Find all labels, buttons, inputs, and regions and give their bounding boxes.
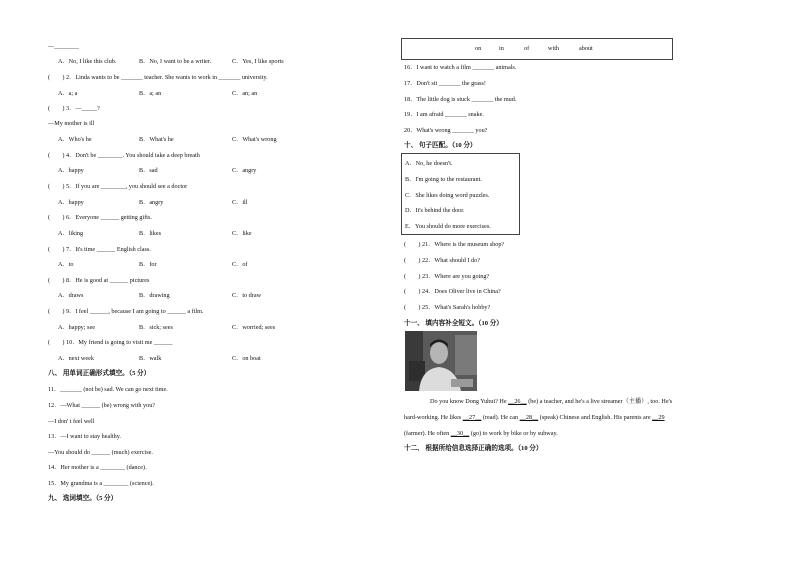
- question-7: ( ) 7．It's time ______ English class.: [48, 246, 151, 253]
- question-9: ( ) 9．I feel ______, because I am going to ______ a film.: [48, 308, 204, 315]
- s9-line-20: 20．What's wrong _______ you?: [404, 127, 488, 134]
- match-option-e: E．You should do more exercises.: [405, 223, 491, 230]
- question-6: ( ) 6．Everyone ______ getting gifts.: [48, 214, 152, 221]
- match-question-21: ( ) 21．Where is the museum shop?: [404, 241, 505, 248]
- word-bank-with: with: [548, 45, 560, 52]
- match-option-d: D．It's behind the door.: [405, 207, 465, 214]
- q8-option-a: A．draws: [58, 292, 84, 299]
- q2-option-c: C．an; an: [232, 90, 258, 97]
- s9-line-18: 18．The little dog is stuck _______ the mud.: [404, 96, 517, 103]
- match-option-c: C．She likes doing word puzzles.: [405, 192, 490, 199]
- s8-line-14: 14．Her mother is a ________ (dance).: [48, 464, 147, 471]
- word-bank-in: in: [499, 45, 504, 52]
- match-question-24: ( ) 24．Does Oliver live in China?: [404, 288, 501, 295]
- passage-line-1: [430, 398, 672, 406]
- q10-option-a: A．next week: [58, 355, 94, 362]
- section-9-title: 九、 选词填空。（5 分）: [48, 495, 118, 502]
- s8-line-12: 12．—What ______ (be) wrong with you?: [48, 402, 156, 409]
- q4-option-c: C．angry: [232, 167, 257, 174]
- section-12-title: 十二、 根据所给信息选择正确的选项。（10 分）: [404, 445, 543, 452]
- section-10-title: 十、 句子匹配。（10 分）: [404, 142, 477, 149]
- passage-text: (farmer). He often: [404, 430, 451, 437]
- passage-text: (be) a teacher, and he's a live streamer（主播）, too. He's: [526, 398, 673, 405]
- dong-yuhui-photo: [405, 331, 477, 391]
- blank-29: __29: [652, 414, 665, 421]
- q4-option-b: B．sad: [139, 167, 158, 174]
- q2-option-b: B．a; an: [139, 90, 162, 97]
- passage-text: (read). He can: [481, 414, 520, 421]
- passage-text: hard-working. He likes: [404, 414, 463, 421]
- q1-option-b: B．No, I want to be a writer.: [139, 58, 212, 65]
- word-bank-about: about: [579, 45, 593, 52]
- match-options-box: [401, 153, 520, 235]
- question-3: ( ) 3．—_____?: [48, 105, 100, 112]
- passage-text: (speak) Chinese and English. His parents are: [538, 414, 653, 421]
- blank-26: __26__: [508, 398, 527, 405]
- passage-text: (go) to work by bike or by subway.: [469, 430, 558, 437]
- word-bank-on: on: [475, 45, 482, 52]
- q4-option-a: A．happy: [58, 167, 84, 174]
- s8-line-13: 13．—I want to stay healthy.: [48, 433, 121, 440]
- q3-option-b: B．What's he: [139, 136, 174, 143]
- q7-option-b: B．for: [139, 261, 157, 268]
- question-5: ( ) 5．If you are ________, you should see a doctor: [48, 183, 188, 190]
- passage-text: Do you know Dong Yuhui? He: [430, 398, 509, 405]
- s8-line-15: 15．My grandma is a ________ (science).: [48, 480, 154, 487]
- question-4: ( ) 4．Don't be ________. You should take a deep breath: [48, 152, 200, 159]
- s8-line-12-reply: —I don' t feel well: [48, 418, 95, 425]
- section-11-title: 十一、 填内容补全短文。（10 分）: [404, 320, 503, 327]
- q10-option-b: B．walk: [139, 355, 162, 362]
- question-2: ( ) 2．Linda wants to be _______ teacher. She wants to work in _______ university.: [48, 74, 268, 81]
- q1-option-a: A．No, I like this club.: [58, 58, 117, 65]
- match-question-22: ( ) 22．What should I do?: [404, 257, 480, 264]
- q3-reply: —My mother is ill: [48, 120, 95, 127]
- word-bank-box: [401, 38, 673, 60]
- s9-line-17: 17．Don't sit _______ the grass!: [404, 80, 486, 87]
- blank-27: __27__: [462, 414, 482, 421]
- word-bank-of: of: [524, 45, 530, 52]
- match-option-b: B．I'm going to the restaurant.: [405, 176, 482, 183]
- q3-option-c: C．What's wrong: [232, 136, 277, 143]
- q9-option-a: A．happy; see: [58, 324, 95, 331]
- q5-option-a: A．happy: [58, 199, 84, 206]
- passage-line-2: [404, 414, 665, 422]
- s9-line-16: 16．I want to watch a film _______ animals.: [404, 64, 517, 71]
- section-8-title: 八、 用单词正确形式填空。（5 分）: [48, 370, 151, 377]
- q5-option-b: B．angry: [139, 199, 164, 206]
- q9-option-c: C．worried; sees: [232, 324, 276, 331]
- passage-line-3: [404, 430, 558, 438]
- q6-option-b: B．likes: [139, 230, 162, 237]
- q3-option-a: A．Who's he: [58, 136, 92, 143]
- s9-line-19: 19．I am afraid _______ snake.: [404, 111, 484, 118]
- s8-line-11: 11．_______ (not be) sad. We can go next time.: [48, 386, 168, 393]
- q7-option-c: C．of: [232, 261, 248, 268]
- q1-option-c: C．Yes, I like sports: [232, 58, 284, 65]
- match-question-25: ( ) 25．What's Sarah's hobby?: [404, 304, 491, 311]
- q8-option-b: B．drawing: [139, 292, 170, 299]
- q7-option-a: A．to: [58, 261, 74, 268]
- q2-option-a: A．a; a: [58, 90, 78, 97]
- q8-option-c: C．to draw: [232, 292, 262, 299]
- q9-option-b: B．sick; sees: [139, 324, 173, 331]
- q6-option-a: A．liking: [58, 230, 84, 237]
- blank-28: __28__: [519, 414, 539, 421]
- q6-option-c: C．like: [232, 230, 252, 237]
- q10-option-c: C．on boat: [232, 355, 261, 362]
- blank-30: __30__: [450, 430, 470, 437]
- s8-line-13-reply: —You should do ______ (much) exercise.: [48, 449, 153, 456]
- top-answer-line: —________: [48, 43, 79, 50]
- question-10: ( ) 10．My friend is going to visit me ______: [48, 339, 173, 346]
- match-option-a: A．No, he doesn't.: [405, 160, 453, 167]
- question-8: ( ) 8．He is good at ______ pictures: [48, 277, 150, 284]
- q5-option-c: C．ill: [232, 199, 248, 206]
- match-question-23: ( ) 23．Where are you going?: [404, 273, 490, 280]
